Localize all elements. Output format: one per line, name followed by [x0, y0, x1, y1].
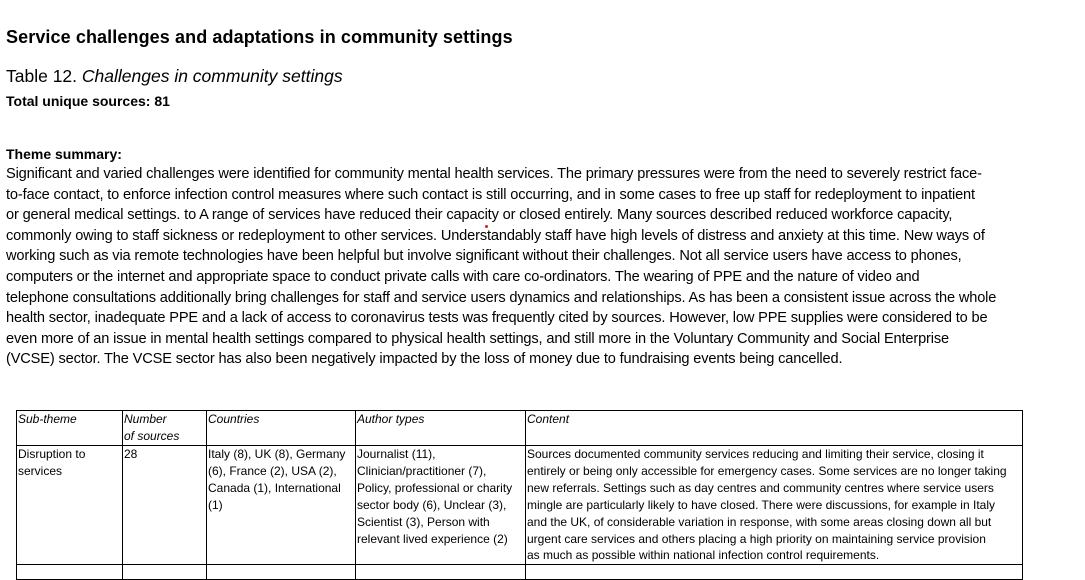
- empty-cell: [207, 565, 356, 580]
- table-header-row: [17, 411, 1023, 446]
- table-caption-title: Challenges in community settings: [81, 66, 343, 86]
- cell-line: (1): [208, 497, 223, 512]
- empty-cell: [356, 565, 526, 580]
- cell-line: and the UK, of considerable variation in response, with some areas closing down all but: [527, 514, 992, 529]
- cell-number: 28: [123, 446, 207, 565]
- challenges-table: [16, 410, 1023, 580]
- cell-line: entirely or being only accessible for emergency cases. Some services are no longer taking: [527, 463, 1007, 478]
- cell-line: sector body (6), Unclear (3),: [357, 497, 507, 512]
- total-sources: Total unique sources: 81: [6, 93, 170, 109]
- header-author-types: Author types: [356, 411, 526, 446]
- theme-line-part: tandably staff have high levels of distress and anxiety at this time. New ways of: [486, 227, 985, 244]
- table-caption-prefix: Table 12.: [6, 66, 78, 86]
- cell-line: mingle are particularly likely to have closed. There were discussions, for example in Italy: [527, 497, 995, 512]
- cell-line: services: [18, 463, 63, 478]
- theme-line: [6, 226, 1076, 247]
- header-number-line: Number: [124, 412, 167, 426]
- red-marker-dot: [485, 225, 488, 228]
- cell-content: [526, 446, 1023, 565]
- theme-line: health sector, inadequate PPE and a lack of access to coronavirus tests was frequently cited by sources. However, low PPE supplies were considered to be: [6, 310, 988, 327]
- cell-line: Policy, professional or charity: [357, 480, 513, 495]
- cell-line: relevant lived experience (2): [357, 531, 508, 546]
- header-sub-theme: Sub-theme: [17, 411, 123, 446]
- cell-line: new referrals. Settings such as day centres and community centres where service users: [527, 480, 994, 495]
- table-row: [17, 446, 1023, 565]
- cell-author-types: [356, 446, 526, 565]
- theme-line: (VCSE) sector. The VCSE sector has also been negatively impacted by the loss of money due to fundraising events being cancelled.: [6, 351, 843, 368]
- header-number-of-sources: [123, 411, 207, 446]
- header-number-line: of sources: [124, 428, 180, 443]
- theme-line: or general medical settings. to A range of services have reduced their capacity or closed entirely. Many sources described reduced workforce capacity,: [6, 207, 953, 224]
- cell-sub-theme: [17, 446, 123, 565]
- cell-line: as much as possible within national infection control requirements.: [527, 548, 880, 563]
- table-caption: [6, 66, 343, 87]
- theme-summary-text: [6, 164, 1076, 370]
- table-row-cut-off: [17, 565, 1023, 580]
- empty-cell: [17, 565, 123, 580]
- header-content: Content: [526, 411, 1023, 446]
- theme-line: to-face contact, to enforce infection control measures where such contact is still occurring, and in some cases to free up staff for redeployment to inpatient: [6, 186, 975, 203]
- theme-line: telephone consultations additionally bring challenges for staff and service users dynamics and relationships. As has been a consistent issue across the whole: [6, 289, 997, 306]
- cell-line: Scientist (3), Person with: [357, 514, 490, 529]
- cell-line: Sources documented community services reducing and limiting their service, closing it: [527, 447, 984, 461]
- cell-line: Italy (8), UK (8), Germany: [208, 447, 346, 461]
- cell-countries: [207, 446, 356, 565]
- header-countries: Countries: [207, 411, 356, 446]
- theme-line: Significant and varied challenges were identified for community mental health services. The primary pressures were from the need to severely restrict face-: [6, 166, 982, 182]
- cell-line: (6), France (2), USA (2),: [208, 463, 337, 478]
- section-heading: Service challenges and adaptations in community settings: [6, 27, 513, 47]
- cell-line: Journalist (11),: [357, 447, 436, 461]
- cell-line: Disruption to: [18, 447, 86, 461]
- theme-line-part: commonly owing to staff sickness or redeployment to other services. Unders: [6, 227, 487, 244]
- theme-line: even more of an issue in mental health settings compared to physical health settings, and still more in the Voluntary Community and Social Enterprise: [6, 330, 949, 347]
- cell-line: Canada (1), International: [208, 480, 341, 495]
- theme-line: working such as via remote technologies have been helpful but involve significant without their challenges. Not all service users have access to phones,: [6, 248, 962, 265]
- empty-cell: [123, 565, 207, 580]
- theme-summary-label: Theme summary:: [6, 146, 122, 162]
- theme-line: computers or the internet and appropriate space to conduct private calls with care co-ordinators. The wearing of PPE and the nature of video and: [6, 268, 920, 285]
- empty-cell: [526, 565, 1023, 580]
- cell-line: urgent care services and others placing a high priority on maintaining service provision: [527, 531, 986, 546]
- cell-line: Clinician/practitioner (7),: [357, 463, 487, 478]
